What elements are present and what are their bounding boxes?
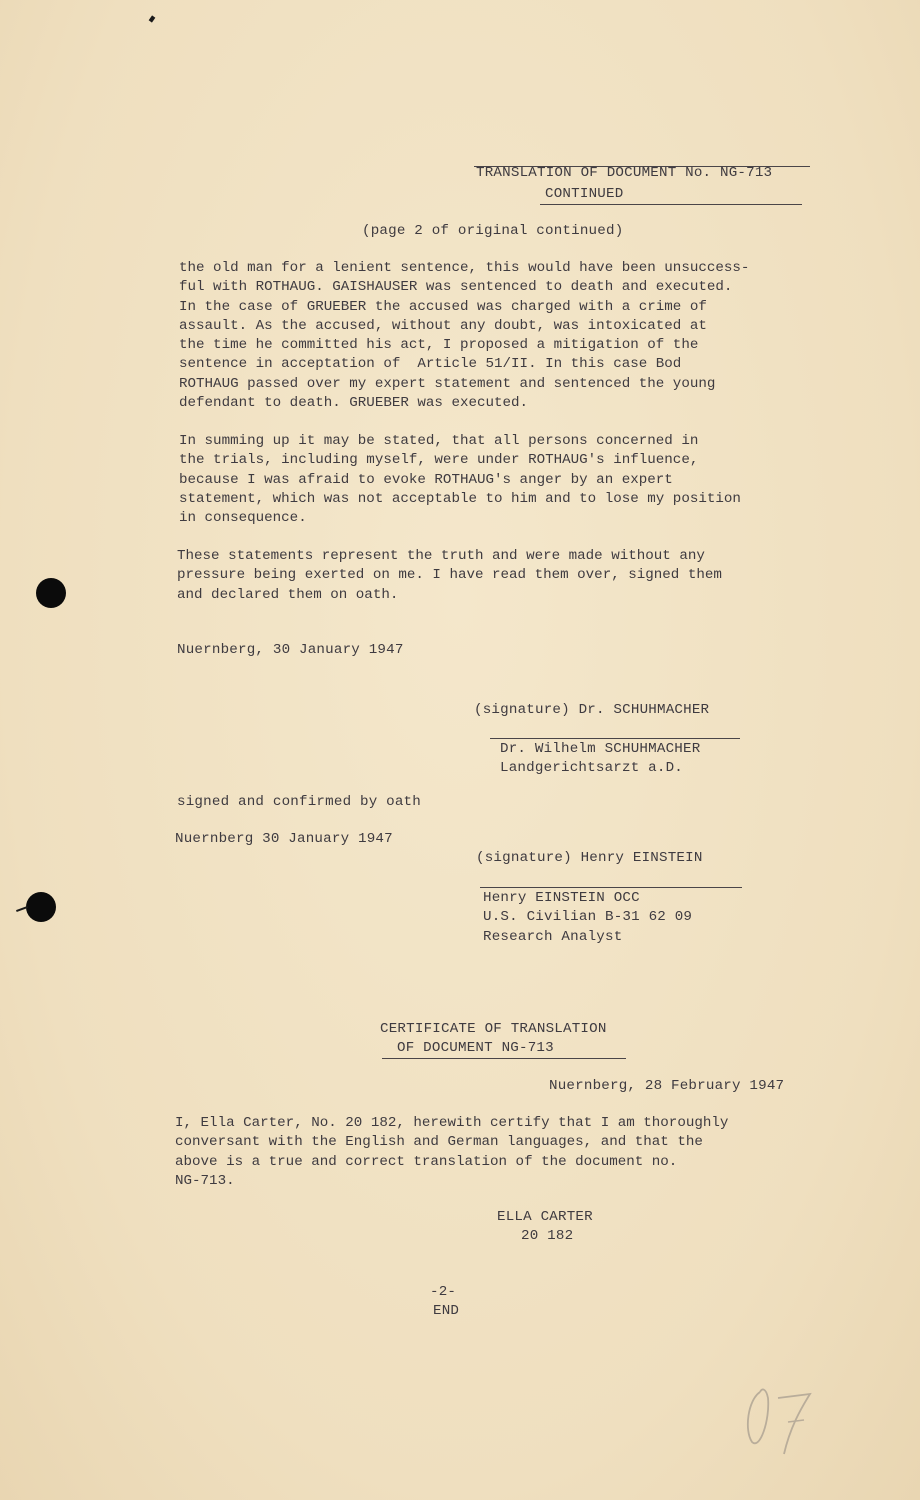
signature-line [480,887,742,888]
punch-hole [36,578,66,608]
paragraph-line: assault. As the accused, without any doubt, was intoxicated at [179,317,707,334]
end-marker: END [433,1303,460,1319]
paragraph-line: the trials, including myself, were under ROTHAUG's influence, [179,452,699,469]
paragraph-line: statement, which was not acceptable to him and to lose my position [179,490,741,507]
signer-title: Landgerichtsarzt a.D. [500,760,683,776]
body-paragraph-2 [179,432,741,528]
pen-mark [149,15,156,22]
paragraph-line: I, Ella Carter, No. 20 182, herewith certify that I am thoroughly [175,1115,729,1131]
document-title: TRANSLATION OF DOCUMENT No. NG-713 [476,165,773,181]
paragraph-line: the time he committed his act, I proposed a mitigation of the [179,337,699,354]
paragraph-line: ful with ROTHAUG. GAISHAUSER was sentenced to death and executed. [179,279,733,296]
place-date: Nuernberg 30 January 1947 [175,831,393,847]
punch-hole [26,892,56,922]
certificate-place-date: Nuernberg, 28 February 1947 [549,1078,785,1094]
paragraph-line: In summing up it may be stated, that all persons concerned in [179,433,699,449]
paragraph-line: sentence in acceptation of Article 51/II. In this case Bod [179,356,682,373]
paragraph-line: because I was afraid to evoke ROTHAUG's anger by an expert [179,471,673,488]
certificate-text [175,1114,728,1191]
oath-statement: signed and confirmed by oath [177,794,421,810]
body-paragraph-1 [179,259,749,413]
paragraph-line: ROTHAUG passed over my expert statement and sentenced the young [179,375,716,392]
place-date: Nuernberg, 30 January 1947 [177,642,404,658]
paragraph-line: NG-713. [175,1172,235,1189]
title-underline-2 [540,204,802,205]
signer-id: U.S. Civilian B-31 62 09 [483,909,693,925]
signature-schuhmacher: (signature) Dr. SCHUHMACHER [474,702,710,718]
translator-number: 20 182 [521,1228,574,1244]
body-paragraph-3 [177,547,722,605]
signature-line [490,738,740,739]
paragraph-line: and declared them on oath. [177,586,399,603]
page-note: (page 2 of original continued) [362,223,624,239]
certificate-underline [382,1058,626,1059]
signature-einstein: (signature) Henry EINSTEIN [476,850,703,866]
title-underline-1 [474,166,810,167]
paragraph-line: pressure being exerted on me. I have read them over, signed them [177,567,722,584]
handwritten-note-07 [738,1380,828,1460]
paragraph-line: defendant to death. GRUEBER was executed. [179,395,529,412]
paragraph-line: in consequence. [179,510,307,527]
translator-name: ELLA CARTER [497,1209,593,1225]
paragraph-line: In the case of GRUEBER the accused was charged with a crime of [179,298,707,315]
paragraph-line: conversant with the English and German languages, and that the [175,1134,703,1151]
paragraph-line: the old man for a lenient sentence, this would have been unsuccess- [179,260,750,276]
signer-name: Dr. Wilhelm SCHUHMACHER [500,741,701,757]
certificate-heading: OF DOCUMENT NG-713 [397,1040,554,1056]
page-number: -2- [430,1284,457,1300]
paragraph-line: These statements represent the truth and were made without any [177,548,705,564]
signer-name: Henry EINSTEIN OCC [483,890,640,906]
certificate-heading: CERTIFICATE OF TRANSLATION [380,1021,607,1037]
signer-title: Research Analyst [483,929,623,945]
paragraph-line: above is a true and correct translation of the document no. [175,1153,678,1170]
document-title-continued: CONTINUED [545,186,624,202]
